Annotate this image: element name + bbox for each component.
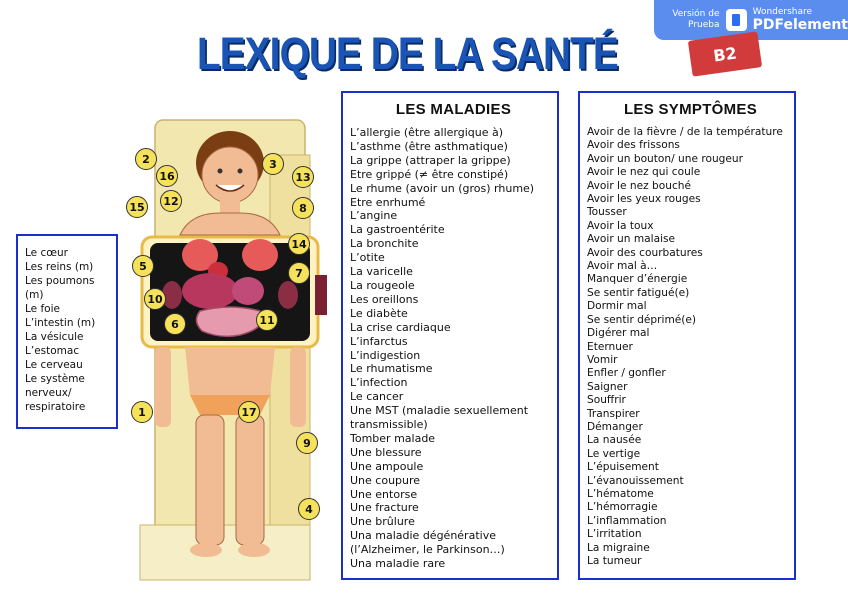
symptome-item: Souffrir (587, 394, 626, 407)
brand-product: PDFelement (752, 17, 848, 33)
symptome-item: Vomir (587, 353, 618, 366)
symptome-item: Avoir les yeux rouges (587, 193, 701, 206)
label-6: 6 (164, 313, 186, 335)
maladie-item: Una maladie rare (350, 557, 446, 571)
symptome-item: Enfler / gonfler (587, 367, 666, 380)
maladie-item: Etre grippé (≠ être constipé) (350, 167, 509, 181)
maladie-item: Le diabète (350, 306, 408, 320)
label-8: 8 (292, 197, 314, 219)
symptome-item: Dormir mal (587, 300, 647, 313)
organ-item: Le système (25, 373, 85, 385)
maladie-item: Le cancer (350, 390, 404, 404)
symptome-item: Se sentir déprimé(e) (587, 313, 697, 326)
label-4: 4 (298, 498, 320, 520)
maladie-item: Una maladie dégénérative (350, 529, 496, 543)
pdfelement-logo-icon (726, 9, 747, 31)
maladie-item: L’angine (350, 209, 398, 223)
symptome-item: Avoir un bouton/ une rougeur (587, 152, 743, 165)
label-2: 2 (135, 148, 157, 170)
trial-label (662, 9, 720, 31)
maladie-item: Les oreillons (350, 292, 419, 306)
symptome-item: La migraine (587, 541, 650, 554)
maladie-item: L’otite (350, 251, 385, 265)
label-5: 5 (132, 255, 154, 277)
symptome-item: Avoir des frissons (587, 139, 680, 152)
label-9: 9 (296, 432, 318, 454)
maladie-item: Tomber malade (350, 431, 436, 445)
organ-item: Le cœur (25, 247, 68, 259)
symptome-item: L’inflammation (587, 514, 667, 527)
symptomes-list (587, 126, 794, 568)
symptome-item: Avoir mal à… (587, 260, 658, 273)
symptome-item: Digérer mal (587, 327, 650, 340)
label-1: 1 (131, 401, 153, 423)
label-16: 16 (156, 165, 178, 187)
maladie-item: Le rhumatisme (350, 362, 433, 376)
symptome-item: Se sentir fatigué(e) (587, 286, 690, 299)
symptome-item: Avoir un malaise (587, 233, 676, 246)
trial-line-1: Versión de (672, 9, 720, 19)
symptome-item: L’hématome (587, 487, 654, 500)
brand (753, 7, 848, 33)
maladie-item: Etre enrhumé (350, 195, 426, 209)
symptome-item: Le vertige (587, 447, 641, 460)
maladies-list (350, 126, 557, 571)
symptome-item: L’hémorragie (587, 501, 658, 514)
organ-item: respiratoire (25, 401, 86, 413)
organ-item: L’intestin (m) (25, 317, 96, 329)
symptome-item: Transpirer (587, 407, 640, 420)
maladie-item: (l’Alzheimer, le Parkinson…) (350, 543, 505, 557)
maladie-item: L’indigestion (350, 348, 421, 362)
organs-box (16, 234, 118, 429)
symptome-item: La tumeur (587, 555, 642, 567)
organ-item: Les reins (m) (25, 261, 94, 273)
symptome-item: L’épuisement (587, 461, 659, 474)
symptome-item: Démanger (587, 420, 643, 433)
symptome-item: Avoir le nez bouché (587, 179, 692, 192)
maladie-item: L’allergie (être allergique à) (350, 126, 504, 139)
symptome-item: Avoir de la fièvre / de la température (587, 126, 783, 138)
maladie-item: transmissible) (350, 418, 428, 432)
organ-item: Le foie (25, 303, 60, 315)
symptomes-heading: LES SYMPTÔMES (623, 101, 758, 118)
maladies-box (341, 91, 559, 580)
maladie-item: Une entorse (350, 487, 418, 501)
maladies-heading: LES MALADIES (395, 101, 512, 118)
symptome-item: Avoir des courbatures (587, 246, 703, 259)
label-15: 15 (126, 196, 148, 218)
page-title: LEXIQUE DE LA SANTÉ (197, 28, 618, 79)
symptome-item: Manquer d’énergie (587, 273, 688, 286)
level-badge: B2 (688, 31, 762, 76)
maladie-item: La rougeole (350, 278, 415, 292)
organ-item: Le cerveau (25, 359, 83, 371)
label-14: 14 (288, 233, 310, 255)
label-10: 10 (144, 288, 166, 310)
maladie-item: Une fracture (350, 501, 419, 515)
organ-item: nerveux/ (25, 387, 72, 399)
maladie-item: Une coupure (350, 473, 421, 487)
symptomes-box (578, 91, 796, 580)
organ-item: L’estomac (25, 345, 80, 357)
maladie-item: La grippe (attraper la grippe) (350, 153, 511, 167)
maladie-item: La gastroentérite (350, 223, 445, 237)
label-17: 17 (238, 401, 260, 423)
symptome-item: Tousser (587, 206, 627, 219)
maladie-item: L’infection (350, 376, 408, 390)
maladie-item: La bronchite (350, 237, 419, 251)
label-13: 13 (292, 166, 314, 188)
label-12: 12 (160, 190, 182, 212)
label-11: 11 (256, 309, 278, 331)
maladie-item: Une ampoule (350, 459, 424, 473)
organ-item: La vésicule (25, 331, 84, 343)
symptome-item: Eternuer (587, 340, 633, 353)
brand-company: Wondershare (752, 7, 813, 17)
maladie-item: L’asthme (être asthmatique) (350, 139, 508, 153)
symptome-item: Saigner (587, 380, 628, 393)
label-3: 3 (262, 153, 284, 175)
symptome-item: Avoir la toux (587, 219, 654, 232)
organ-item: (m) (25, 289, 44, 301)
symptome-item: L’évanouissement (587, 474, 684, 487)
symptome-item: La nausée (587, 434, 642, 447)
maladie-item: La crise cardiaque (350, 320, 451, 334)
body-illustration (120, 95, 340, 585)
organs-list (25, 246, 116, 414)
organ-item: Les poumons (25, 275, 95, 287)
trial-line-2: Prueba (688, 20, 720, 30)
label-7: 7 (288, 262, 310, 284)
maladie-item: La varicelle (350, 265, 413, 279)
maladie-item: Une blessure (350, 445, 422, 459)
symptome-item: L’irritation (587, 528, 642, 541)
maladie-item: Une brûlure (350, 515, 415, 529)
symptome-item: Avoir le nez qui coule (587, 166, 701, 179)
maladie-item: Le rhume (avoir un (gros) rhume) (350, 181, 535, 195)
maladie-item: L’infarctus (350, 334, 408, 348)
maladie-item: Une MST (maladie sexuellement (350, 404, 529, 418)
